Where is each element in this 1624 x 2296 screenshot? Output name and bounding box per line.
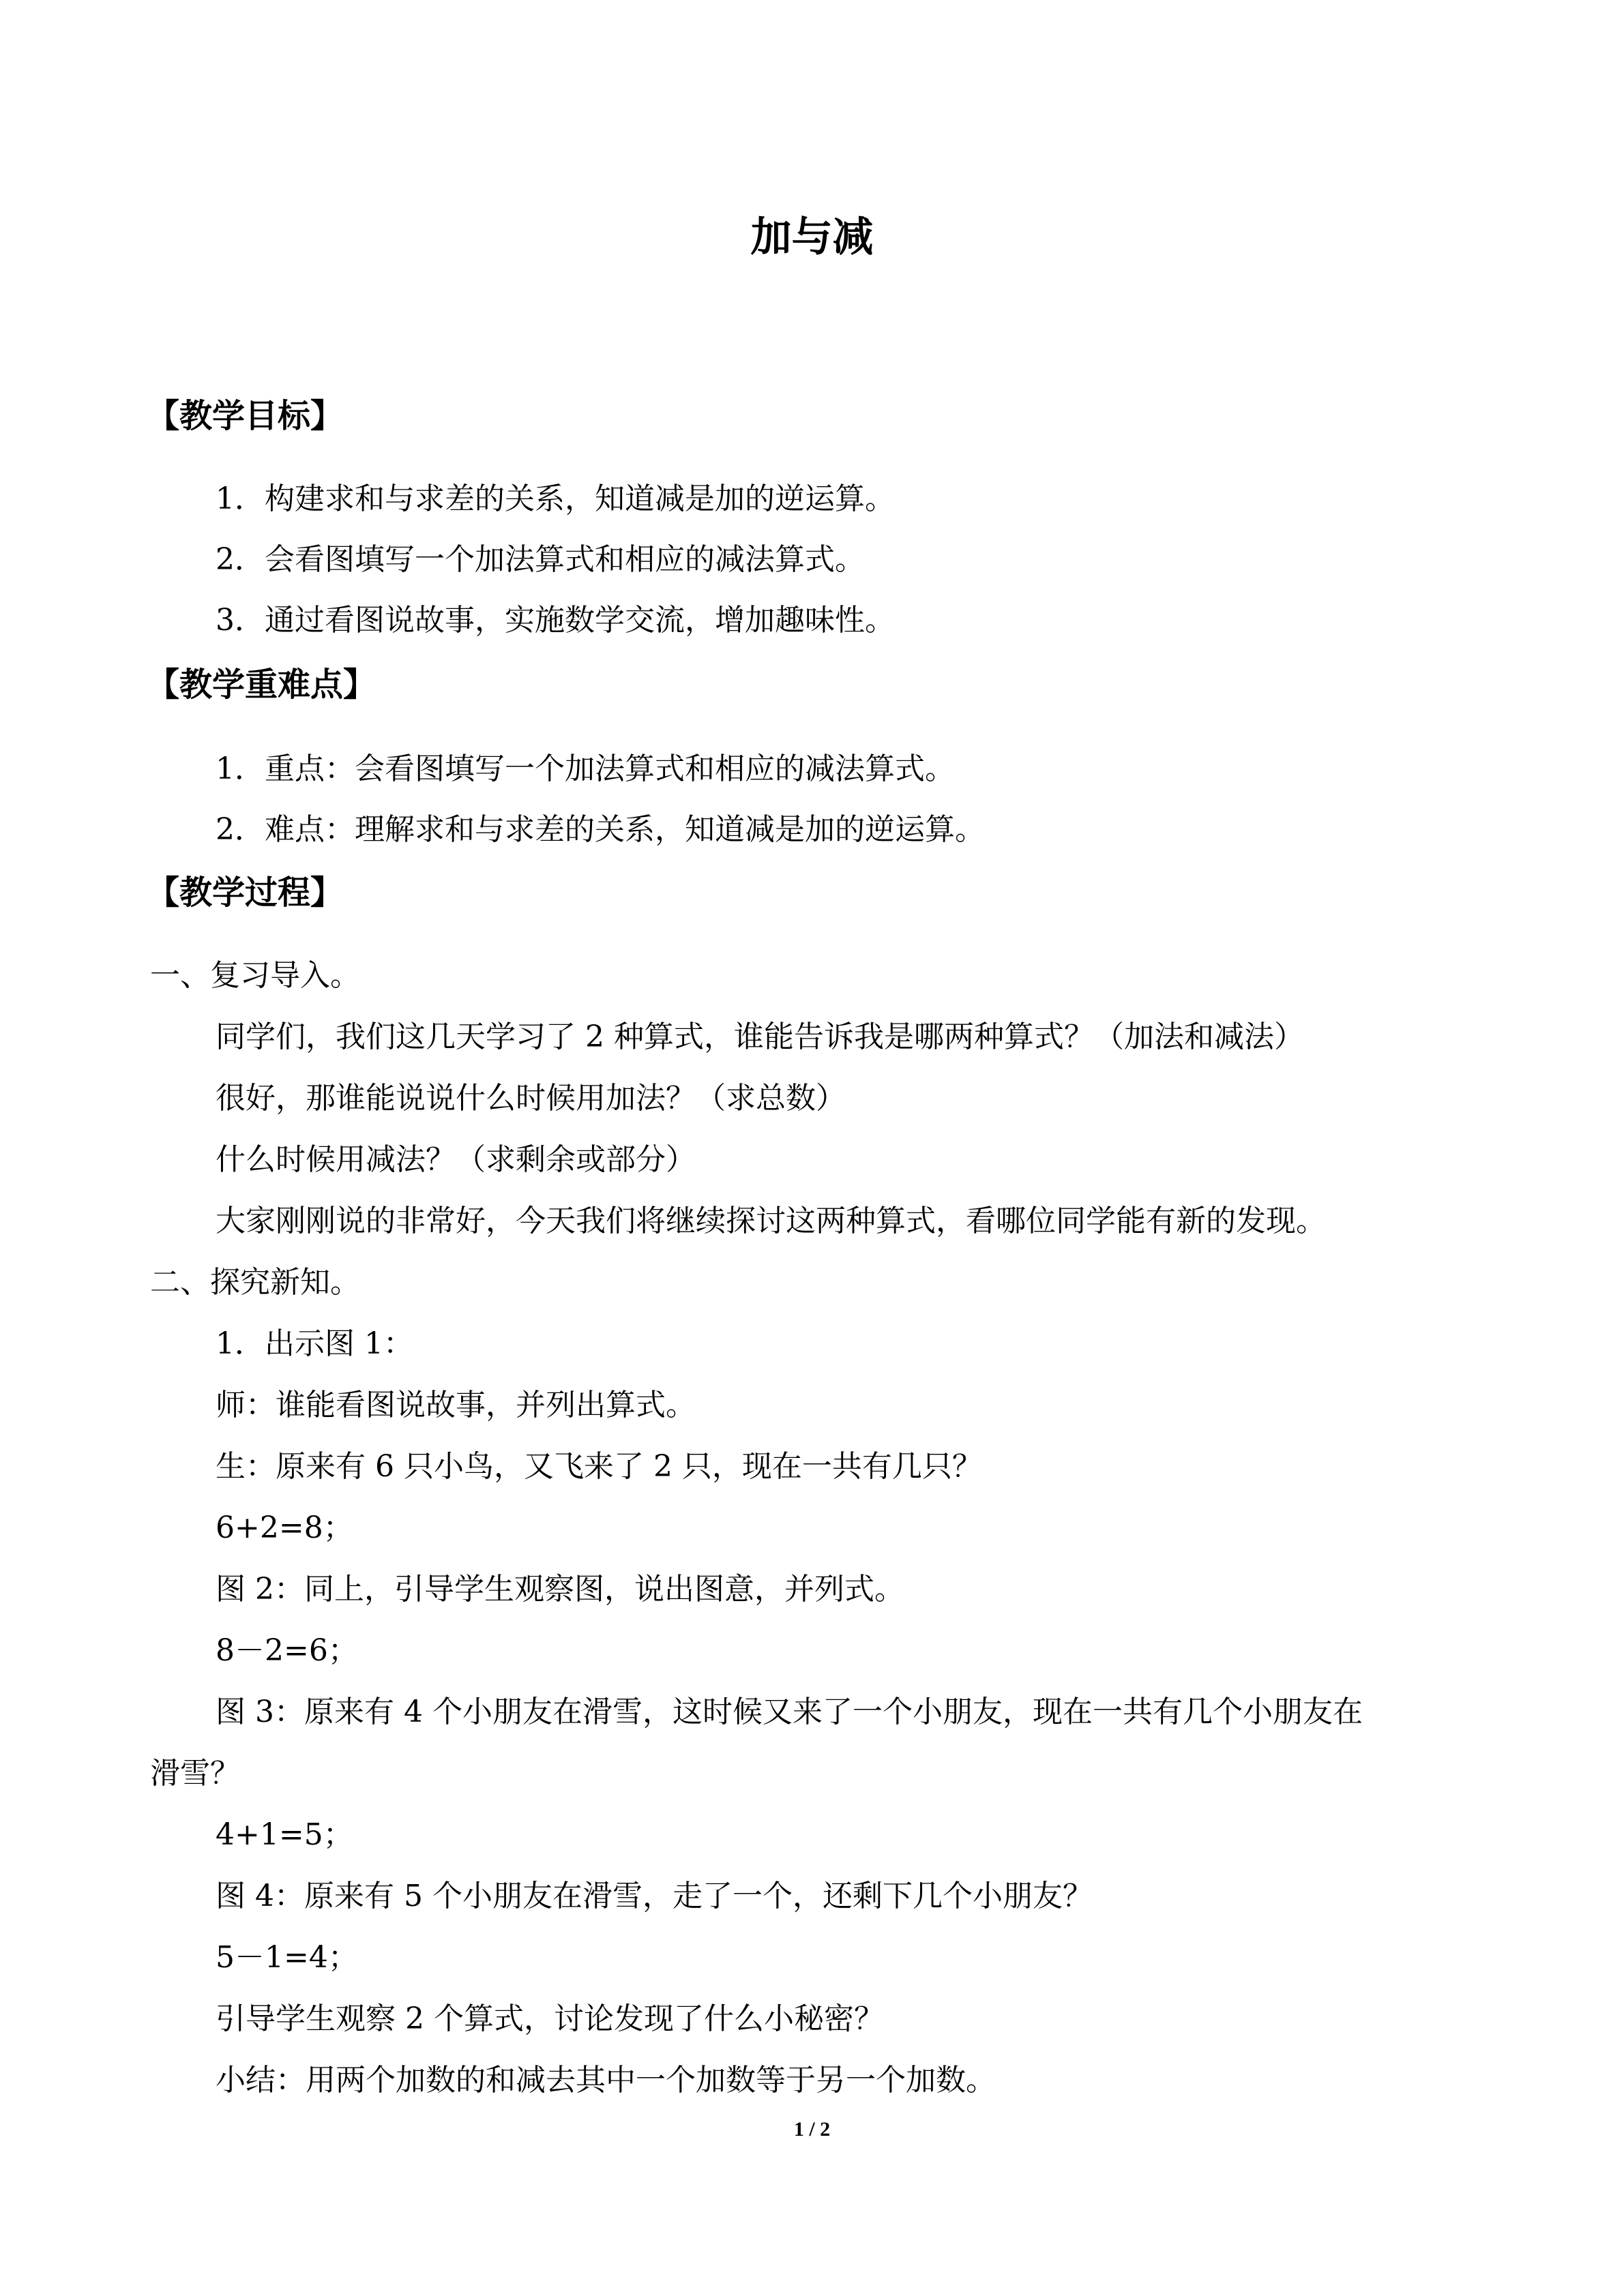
process-line: 滑雪？	[150, 1756, 240, 1791]
process-line: 大家刚刚说的非常好，今天我们将继续探讨这两种算式，看哪位同学能有新的发现。	[216, 1204, 1326, 1238]
process-line: 4+1=5；	[216, 1817, 353, 1852]
objective-item-2: 2．会看图填写一个加法算式和相应的减法算式。	[216, 542, 865, 577]
process-line: 很好，那谁能说说什么时候用加法？（求总数）	[216, 1081, 846, 1116]
key-point-item-1: 1．重点：会看图填写一个加法算式和相应的减法算式。	[216, 751, 955, 786]
process-line: 1．出示图 1：	[216, 1326, 413, 1361]
page-number: 1 / 2	[793, 2118, 831, 2141]
process-line: 5－1=4；	[216, 1940, 358, 1975]
key-point-item-2: 2．难点：理解求和与求差的关系，知道减是加的逆运算。	[216, 812, 985, 847]
heading-key-points: 【教学重难点】	[147, 666, 377, 704]
process-line: 生：原来有 6 只小鸟，又飞来了 2 只，现在一共有几只？	[216, 1449, 982, 1484]
process-line: 6+2=8；	[216, 1510, 353, 1545]
process-line: 小结：用两个加数的和减去其中一个加数等于另一个加数。	[216, 2063, 996, 2098]
objective-item-3: 3．通过看图说故事，实施数学交流，增加趣味性。	[216, 603, 895, 638]
heading-objectives: 【教学目标】	[147, 397, 344, 435]
process-line: 什么时候用减法？（求剩余或部分）	[216, 1142, 696, 1177]
process-line: 8－2=6；	[216, 1633, 358, 1668]
process-line: 引导学生观察 2 个算式，讨论发现了什么小秘密？	[216, 2001, 884, 2036]
process-line: 同学们，我们这几天学习了 2 种算式，谁能告诉我是哪两种算式？（加法和减法）	[216, 1019, 1304, 1054]
heading-process: 【教学过程】	[147, 874, 344, 912]
process-line: 图 3：原来有 4 个小朋友在滑雪，这时候又来了一个小朋友，现在一共有几个小朋友在	[216, 1695, 1363, 1729]
process-line: 二、探究新知。	[150, 1265, 360, 1300]
process-line: 图 4：原来有 5 个小朋友在滑雪，走了一个，还剩下几个小朋友？	[216, 1879, 1093, 1913]
process-line: 图 2：同上，引导学生观察图，说出图意，并列式。	[216, 1572, 904, 1607]
process-line: 一、复习导入。	[150, 958, 360, 993]
process-line: 师：谁能看图说故事，并列出算式。	[216, 1388, 696, 1422]
document-title: 加与减	[750, 213, 874, 261]
objective-item-1: 1．构建求和与求差的关系，知道减是加的逆运算。	[216, 481, 895, 516]
